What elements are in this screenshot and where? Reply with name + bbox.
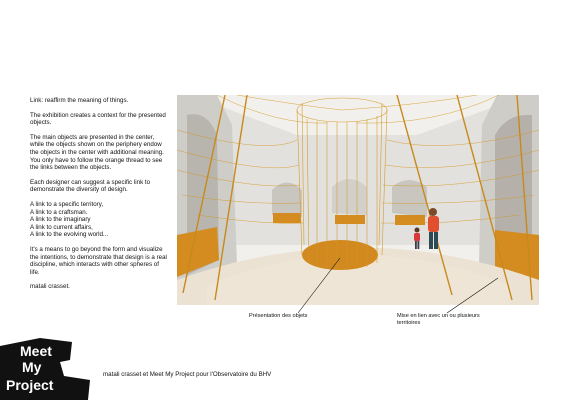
caption-center-objects: Présentation des objets [249,313,308,319]
svg-text:Project: Project [6,377,54,393]
intro-heading: Link: reaffirm the meaning of things. [30,97,129,104]
link-item: A link to the imaginary [30,216,91,224]
intro-paragraph-means: It's a means to go beyond the form and visualize the intentions, to demonstrate that design is a real discipline, which interacts with other spheres of life. [30,245,167,276]
svg-text:Meet: Meet [20,343,52,359]
signature: matali crasset. [30,283,70,291]
footer-credit: matali crasset et Meet My Project pour l'Observatoire du BHV [103,371,272,378]
intro-paragraph-designer: Each designer can suggest a specific link to demonstrate the diversity of design. [30,178,151,194]
link-item: A link to a craftsman. [30,208,88,216]
meet-my-project-logo [0,338,100,400]
svg-text:My: My [22,359,42,375]
caption-periphery-territories: Mise en lien avec un ou plusieurs territoires [397,313,480,326]
intro-paragraph-context: The exhibition creates a context for the presented objects. [30,111,166,127]
link-item: A link to a specific territory, [30,200,104,208]
intro-paragraph-objects: The main objects are presented in the center, while the objects shown on the periphery endow the objects in the center with additional meaning. You only have to follow the orange thread to see the links between the objects. [30,133,164,172]
link-item: A link to current affairs, [30,223,93,231]
link-item: A link to the evolving world... [30,231,109,239]
logo-graphic [0,338,100,400]
